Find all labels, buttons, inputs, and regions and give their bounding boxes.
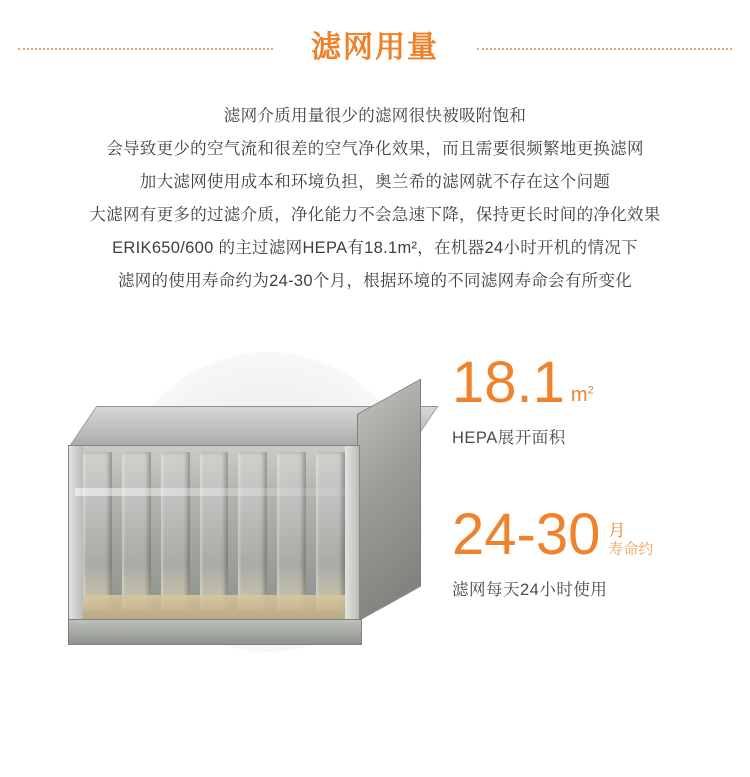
intro-line-4: 大滤网有更多的过滤介质，净化能力不会急速下降，保持更长时间的净化效果 xyxy=(89,206,661,224)
stat-hepa-unit-text: m xyxy=(570,384,588,406)
stat-lifespan-value-row xyxy=(452,502,714,567)
filter-slats xyxy=(83,452,345,611)
filter-slat xyxy=(200,452,229,611)
stat-hepa-value-row xyxy=(452,350,714,415)
stats-column xyxy=(452,350,714,658)
intro-line-2: 会导致更少的空气流和很差的空气净化效果，而且需要很频繁地更换滤网 xyxy=(106,140,644,158)
intro-paragraph xyxy=(0,96,750,298)
stat-hepa-unit-exponent: 2 xyxy=(587,384,594,397)
stat-lifespan-unit-top: 月 xyxy=(608,521,626,540)
filter-product-image xyxy=(30,344,470,704)
page-header xyxy=(0,0,750,96)
intro-line-5: ERIK650/600 的主过滤网HEPA有18.1m²，在机器24小时开机的情况下 xyxy=(112,239,638,257)
intro-line-6: 滤网的使用寿命约为24-30个月，根据环境的不同滤网寿命会有所变化 xyxy=(117,272,633,290)
stat-hepa-caption: HEPA展开面积 xyxy=(452,429,566,447)
filter-unit-front xyxy=(68,445,360,622)
filter-slat xyxy=(238,452,267,611)
stat-lifespan-number: 24-30 xyxy=(452,502,601,567)
page-title: 滤网用量 xyxy=(285,33,465,63)
stat-lifespan-unit xyxy=(608,520,653,560)
intro-line-3: 加大滤网使用成本和环境负担，奥兰希的滤网就不存在这个问题 xyxy=(139,173,611,191)
filter-slat xyxy=(277,452,306,611)
filter-highlight xyxy=(75,488,355,496)
product-stats-section xyxy=(0,344,750,744)
filter-frame-left xyxy=(69,446,83,621)
stat-hepa-area xyxy=(452,350,714,448)
header-divider-left xyxy=(18,48,273,50)
filter-slat xyxy=(122,452,151,611)
intro-line-1: 滤网介质用量很少的滤网很快被吸附饱和 xyxy=(223,107,527,125)
filter-frame-right xyxy=(345,446,359,621)
stat-hepa-number: 18.1 xyxy=(452,350,565,415)
filter-slat xyxy=(316,452,345,611)
filter-slat xyxy=(161,452,190,611)
stat-lifespan-unit-bottom: 寿命约 xyxy=(608,541,654,559)
filter-slat xyxy=(83,452,112,611)
header-divider-right xyxy=(477,48,732,50)
filter-unit-base xyxy=(68,619,362,645)
stat-hepa-unit xyxy=(571,385,594,405)
stat-lifespan-caption: 滤网每天24小时使用 xyxy=(452,581,608,599)
stat-lifespan xyxy=(452,502,714,600)
filter-media-strip xyxy=(83,595,345,621)
filter-unit-side xyxy=(357,379,421,622)
filter-unit-graphic xyxy=(68,406,438,646)
